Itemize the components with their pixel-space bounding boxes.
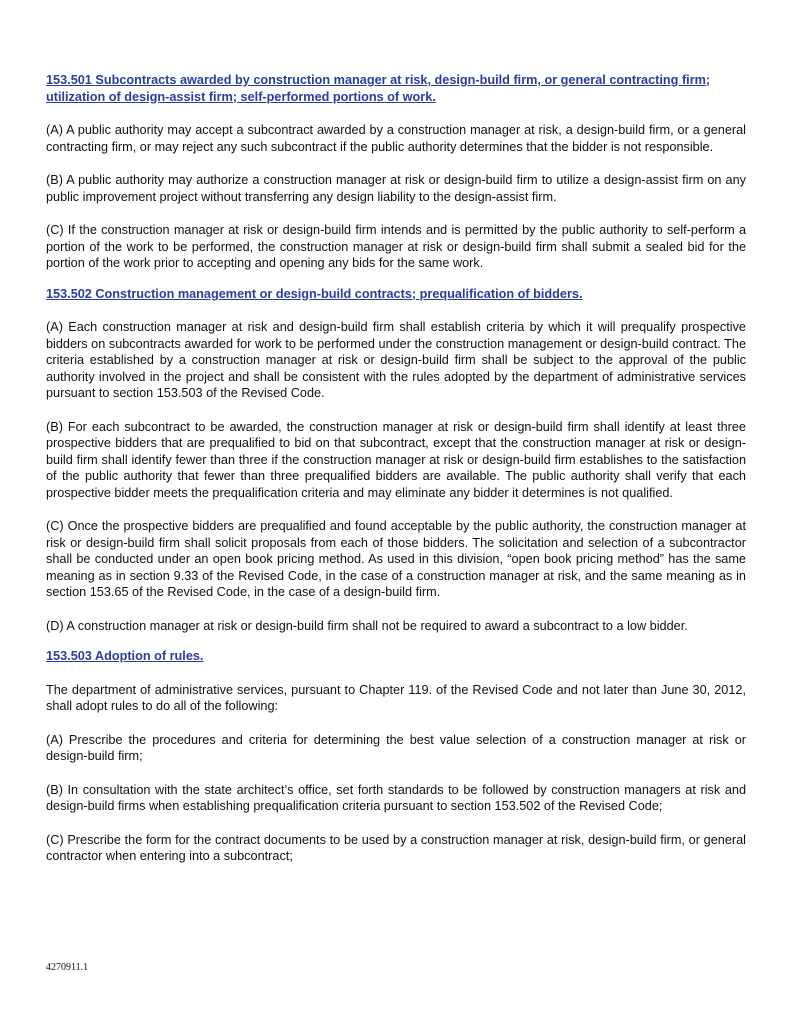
section-heading-153-503[interactable]: 153.503 Adoption of rules. bbox=[46, 649, 204, 663]
paragraph-153-503-intro: The department of administrative services, pursuant to Chapter 119. of the Revised Code and not later than June 30, 2012, shall adopt rules to do all of the following: bbox=[46, 682, 746, 713]
paragraph-153-503-c: (C) Prescribe the form for the contract documents to be used by a construction manager at risk, design-build firm, or general contractor when entering into a subcontract; bbox=[46, 832, 746, 863]
paragraph-153-503-b: (B) In consultation with the state architect’s office, set forth standards to be followed by construction managers at risk and design-build firms when establishing prequalification criteria pursuant to section 153.502 of the Revised Code; bbox=[46, 782, 746, 813]
paragraph-153-502-d: (D) A construction manager at risk or design-build firm shall not be required to award a subcontract to a low bidder. bbox=[46, 618, 688, 633]
paragraph-153-501-b: (B) A public authority may authorize a construction manager at risk or design-build firm to utilize a design-assist firm on any public improvement project without transferring any design liability to the design-assist firm. bbox=[46, 173, 746, 204]
document-body bbox=[46, 72, 746, 865]
paragraph-153-502-c: (C) Once the prospective bidders are prequalified and found acceptable by the public authority, the construction manager at risk or design-build firm shall solicit proposals from each of those bidders. The solicitation and selection of a subcontractor shall be conducted under an open book pricing method. As used in this division, “open book pricing method” has the same meaning as in section 9.33 of the Revised Code, in the case of a construction manager at risk, and the same meaning as in section 153.65 of the Revised Code, in the case of a design-build firm. bbox=[46, 519, 746, 599]
paragraph-153-502-b: (B) For each subcontract to be awarded, the construction manager at risk or design-build firm shall identify at least three prospective bidders that are prequalified to bid on that subcontract, except that the construction manager at risk or design-build firm shall identify fewer than three if the construction manager at risk or design-build firm establishes to the satisfaction of the public authority that fewer than three prequalified bidders are available. The public authority shall verify that each prospective bidder meets the prequalification criteria and may eliminate any bidder it determines is not qualified. bbox=[46, 419, 746, 500]
paragraph-153-503-a: (A) Prescribe the procedures and criteria for determining the best value selection of a construction manager at risk or design-build firm; bbox=[46, 732, 746, 763]
section-heading-153-502[interactable]: 153.502 Construction management or design-build contracts; prequalification of bidders. bbox=[46, 286, 583, 301]
section-heading-153-501[interactable]: 153.501 Subcontracts awarded by construction manager at risk, design-build firm, or general contracting firm; utilization of design-assist firm; self-performed portions of work. bbox=[46, 73, 711, 104]
paragraph-153-501-c: (C) If the construction manager at risk or design-build firm intends and is permitted by the public authority to self-perform a portion of the work to be performed, the construction manager at risk or design-build firm shall submit a sealed bid for the portion of the work prior to accepting and opening any bids for the same work. bbox=[46, 223, 746, 270]
paragraph-153-501-a: (A) A public authority may accept a subcontract awarded by a construction manager at risk, a design-build firm, or a general contracting firm, or may reject any such subcontract if the public authority determines that the bidder is not responsible. bbox=[46, 123, 746, 154]
paragraph-153-502-a: (A) Each construction manager at risk and design-build firm shall establish criteria by which it will prequalify prospective bidders on subcontracts awarded for work to be performed under the construction management or design-build contract. The criteria established by a construction manager at risk or design-build firm shall be subject to the approval of the public authority involved in the project and shall be consistent with the rules adopted by the department of administrative services pursuant to section 153.503 of the Revised Code. bbox=[46, 320, 746, 400]
document-id-footer: 4270911.1 bbox=[46, 962, 89, 973]
